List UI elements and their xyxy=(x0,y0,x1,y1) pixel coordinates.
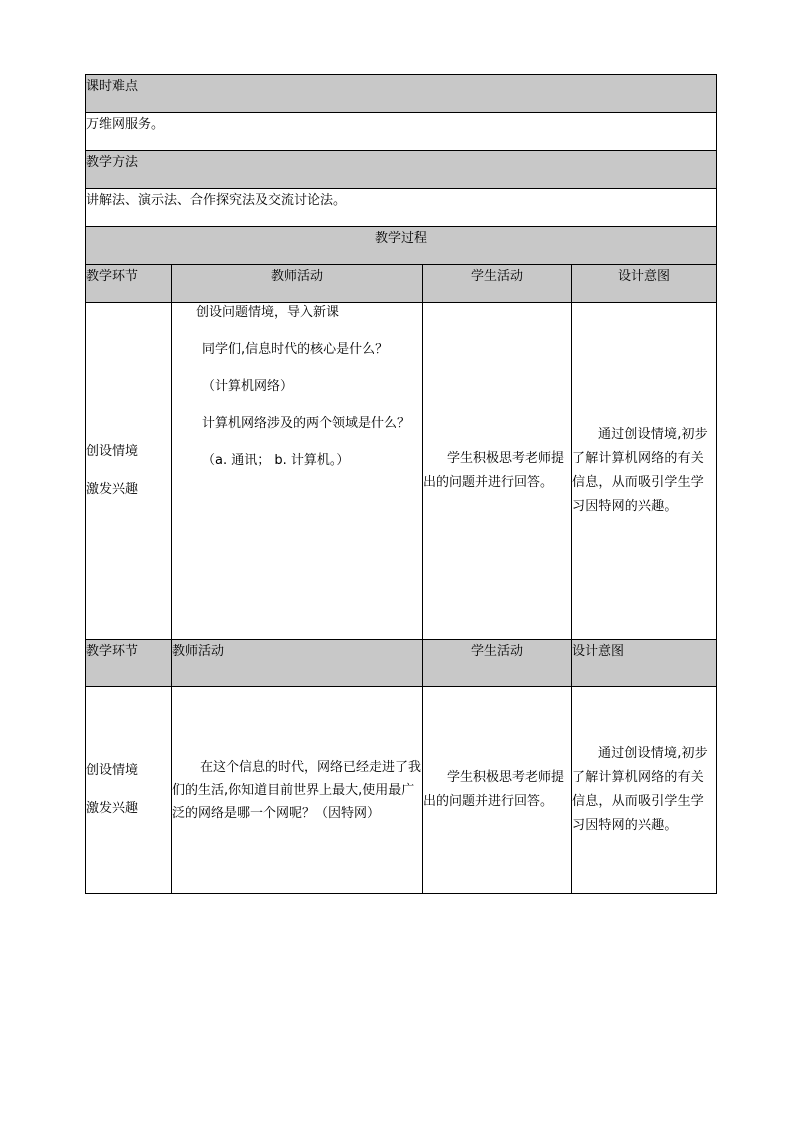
col-header-student-2: 学生活动 xyxy=(423,640,572,687)
col-header-teacher-2: 教师活动 xyxy=(172,640,423,687)
teacher-line-2: 同学们,信息时代的核心是什么？ xyxy=(202,342,389,357)
process-title: 教学过程 xyxy=(86,227,717,265)
method-header-row xyxy=(86,151,717,189)
method-content: 讲解法、演示法、合作探究法及交流讨论法。 xyxy=(86,189,717,227)
teacher-line-4: 计算机网络涉及的两个领域是什么？ xyxy=(202,416,411,431)
col-header-intent-2: 设计意图 xyxy=(572,640,717,687)
method-content-row xyxy=(86,189,717,227)
column-header-row xyxy=(86,265,717,303)
col-header-stage: 教学环节 xyxy=(86,265,172,303)
section1-row xyxy=(86,303,717,640)
teacher-line-1: 创设问题情境，导入新课 xyxy=(196,305,340,320)
process-title-row xyxy=(86,227,717,265)
section2-stage-line1: 创设情境 xyxy=(86,763,139,778)
section1-stage-line1: 创设情境 xyxy=(86,444,139,459)
method-label: 教学方法 xyxy=(86,151,717,189)
section1-teacher xyxy=(172,303,423,640)
col-header-stage-2: 教学环节 xyxy=(86,640,172,687)
col-header-teacher: 教师活动 xyxy=(172,265,423,303)
section2-stage xyxy=(86,687,172,894)
difficulty-content: 万维网服务。 xyxy=(86,113,717,151)
section1-stage xyxy=(86,303,172,640)
section2-intent: 通过创设情境,初步了解计算机网络的有关信息，从而吸引学生学习因特网的兴趣。 xyxy=(572,687,717,894)
section1-intent: 通过创设情境,初步了解计算机网络的有关信息，从而吸引学生学习因特网的兴趣。 xyxy=(572,303,717,640)
teacher-line-3: （计算机网络） xyxy=(202,379,294,394)
section2-student: 学生积极思考老师提出的问题并进行回答。 xyxy=(423,687,572,894)
teacher-line-5: （a. 通讯； b. 计算机。） xyxy=(202,453,350,468)
difficulty-content-row xyxy=(86,113,717,151)
section2-teacher: 在这个信息的时代，网络已经走进了我们的生活,你知道目前世界上最大,使用最广泛的网络是哪一个网呢？（因特网） xyxy=(172,687,423,894)
difficulty-header-row xyxy=(86,75,717,113)
section2-row xyxy=(86,687,717,894)
difficulty-label: 课时难点 xyxy=(86,75,717,113)
column-header-row-2 xyxy=(86,640,717,687)
section2-stage-line2: 激发兴趣 xyxy=(86,801,139,816)
section1-student: 学生积极思考老师提出的问题并进行回答。 xyxy=(423,303,572,640)
col-header-student: 学生活动 xyxy=(423,265,572,303)
col-header-intent: 设计意图 xyxy=(572,265,717,303)
section1-stage-line2: 激发兴趣 xyxy=(86,482,139,497)
lesson-plan-table xyxy=(85,74,717,894)
